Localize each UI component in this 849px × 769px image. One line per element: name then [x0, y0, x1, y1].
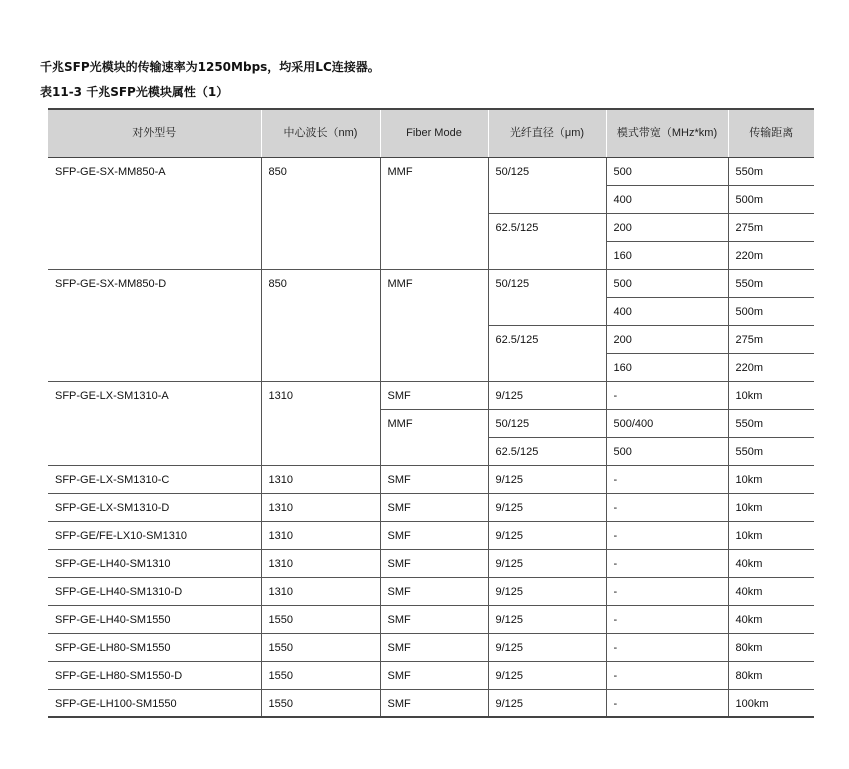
- table-row: [48, 605, 814, 633]
- transmission-distance-cell: 220m: [728, 241, 814, 269]
- fiber-diameter-cell: 9/125: [488, 633, 606, 661]
- modal-bandwidth-cell: 400: [606, 185, 728, 213]
- table-row: [48, 549, 814, 577]
- modal-bandwidth-cell: 500: [606, 269, 728, 297]
- wavelength-cell: 1550: [261, 633, 380, 661]
- wavelength-cell: 1310: [261, 577, 380, 605]
- model-cell: SFP-GE-LH40-SM1310: [48, 549, 261, 577]
- modal-bandwidth-cell: 500: [606, 437, 728, 465]
- fiber-diameter-cell: 62.5/125: [488, 325, 606, 381]
- table-row: [48, 661, 814, 689]
- fiber-diameter-cell: 50/125: [488, 157, 606, 213]
- modal-bandwidth-cell: -: [606, 521, 728, 549]
- header-modal-bandwidth: 模式带宽（MHz*km): [606, 109, 728, 157]
- model-cell: SFP-GE-LX-SM1310-C: [48, 465, 261, 493]
- modal-bandwidth-cell: 160: [606, 241, 728, 269]
- table-row: [48, 157, 814, 185]
- fiber-mode-cell: SMF: [380, 493, 488, 521]
- model-cell: SFP-GE-SX-MM850-D: [48, 269, 261, 381]
- table-row: [48, 633, 814, 661]
- fiber-diameter-cell: 9/125: [488, 661, 606, 689]
- model-cell: SFP-GE-LH40-SM1550: [48, 605, 261, 633]
- wavelength-cell: 850: [261, 269, 380, 381]
- transmission-distance-cell: 10km: [728, 493, 814, 521]
- table-header-row: [48, 109, 814, 157]
- transmission-distance-cell: 100km: [728, 689, 814, 717]
- table-row: [48, 381, 814, 409]
- header-fiber-mode: Fiber Mode: [380, 109, 488, 157]
- model-cell: SFP-GE-LH80-SM1550: [48, 633, 261, 661]
- model-cell: SFP-GE-SX-MM850-A: [55, 165, 166, 178]
- table-body: [48, 157, 814, 717]
- modal-bandwidth-cell: -: [606, 549, 728, 577]
- table-row: [48, 577, 814, 605]
- model-cell: SFP-GE-LH80-SM1550-D: [48, 661, 261, 689]
- modal-bandwidth-cell: 500/400: [606, 409, 728, 437]
- modal-bandwidth-cell: 200: [606, 213, 728, 241]
- header-model: 对外型号: [48, 109, 261, 157]
- fiber-diameter-cell: 50/125: [488, 409, 606, 437]
- wavelength-cell: 1550: [261, 605, 380, 633]
- fiber-diameter-cell: 9/125: [488, 689, 606, 717]
- transmission-distance-cell: 500m: [728, 297, 814, 325]
- table-row: [48, 521, 814, 549]
- fiber-mode-cell: SMF: [380, 689, 488, 717]
- transmission-distance-cell: 40km: [728, 577, 814, 605]
- fiber-mode-cell: SMF: [380, 465, 488, 493]
- modal-bandwidth-cell: -: [606, 605, 728, 633]
- modal-bandwidth-cell: 400: [606, 297, 728, 325]
- modal-bandwidth-cell: -: [606, 493, 728, 521]
- table-row: [48, 269, 814, 297]
- fiber-diameter-cell: 9/125: [488, 465, 606, 493]
- wavelength-cell: 1310: [261, 549, 380, 577]
- transmission-distance-cell: 10km: [728, 521, 814, 549]
- table-row: [48, 689, 814, 717]
- fiber-diameter-cell: 9/125: [488, 605, 606, 633]
- wavelength-cell: 1310: [261, 493, 380, 521]
- fiber-mode-cell: SMF: [380, 661, 488, 689]
- transmission-distance-cell: 80km: [728, 661, 814, 689]
- wavelength-cell: 1310: [261, 465, 380, 493]
- fiber-diameter-cell: 9/125: [488, 577, 606, 605]
- header-transmission-distance: 传输距离: [728, 109, 814, 157]
- transmission-distance-cell: 550m: [728, 157, 814, 185]
- sfp-module-table: [48, 108, 814, 718]
- fiber-mode-cell: SMF: [380, 605, 488, 633]
- transmission-distance-cell: 40km: [728, 549, 814, 577]
- table-row: [48, 493, 814, 521]
- modal-bandwidth-cell: 500: [606, 157, 728, 185]
- modal-bandwidth-cell: -: [606, 689, 728, 717]
- intro-text: 千兆SFP光模块的传输速率为1250Mbps，均采用LC连接器。: [40, 60, 380, 74]
- model-cell: SFP-GE-LH100-SM1550: [48, 689, 261, 717]
- fiber-diameter-cell: 62.5/125: [488, 213, 606, 269]
- wavelength-cell: 1550: [261, 661, 380, 689]
- fiber-mode-cell: SMF: [380, 633, 488, 661]
- transmission-distance-cell: 550m: [728, 269, 814, 297]
- transmission-distance-cell: 550m: [728, 409, 814, 437]
- wavelength-cell: 1550: [261, 689, 380, 717]
- modal-bandwidth-cell: -: [606, 465, 728, 493]
- model-cell: SFP-GE-LH40-SM1310-D: [48, 577, 261, 605]
- header-wavelength: 中心波长（nm): [261, 109, 380, 157]
- fiber-mode-cell: MMF: [380, 269, 488, 381]
- transmission-distance-cell: 40km: [728, 605, 814, 633]
- wavelength-cell: 1310: [261, 381, 380, 465]
- modal-bandwidth-cell: 160: [606, 353, 728, 381]
- transmission-distance-cell: 275m: [728, 325, 814, 353]
- transmission-distance-cell: 550m: [728, 437, 814, 465]
- table-caption: 表11-3 千兆SFP光模块属性（1）: [40, 85, 229, 99]
- transmission-distance-cell: 220m: [728, 353, 814, 381]
- model-cell: SFP-GE/FE-LX10-SM1310: [48, 521, 261, 549]
- fiber-diameter-cell: 9/125: [488, 549, 606, 577]
- fiber-mode-cell: SMF: [380, 549, 488, 577]
- modal-bandwidth-cell: -: [606, 661, 728, 689]
- modal-bandwidth-cell: -: [606, 633, 728, 661]
- fiber-mode-cell: SMF: [380, 577, 488, 605]
- transmission-distance-cell: 10km: [728, 465, 814, 493]
- model-cell: SFP-GE-LX-SM1310-A: [48, 381, 261, 465]
- modal-bandwidth-cell: -: [606, 381, 728, 409]
- fiber-diameter-cell: 9/125: [488, 381, 606, 409]
- fiber-mode-cell: SMF: [380, 381, 488, 409]
- modal-bandwidth-cell: -: [606, 577, 728, 605]
- fiber-diameter-cell: 62.5/125: [488, 437, 606, 465]
- fiber-mode-cell: SMF: [380, 521, 488, 549]
- transmission-distance-cell: 10km: [728, 381, 814, 409]
- modal-bandwidth-cell: 200: [606, 325, 728, 353]
- transmission-distance-cell: 80km: [728, 633, 814, 661]
- fiber-diameter-cell: 50/125: [488, 269, 606, 325]
- fiber-diameter-cell: 9/125: [488, 521, 606, 549]
- fiber-diameter-cell: 9/125: [488, 493, 606, 521]
- wavelength-cell: 850: [261, 157, 380, 269]
- fiber-mode-cell: MMF: [380, 409, 488, 465]
- header-fiber-diameter: 光纤直径（μm): [488, 109, 606, 157]
- fiber-mode-cell: MMF: [380, 157, 488, 269]
- table-row: [48, 465, 814, 493]
- model-cell: SFP-GE-LX-SM1310-D: [48, 493, 261, 521]
- wavelength-cell: 1310: [261, 521, 380, 549]
- transmission-distance-cell: 275m: [728, 213, 814, 241]
- transmission-distance-cell: 500m: [728, 185, 814, 213]
